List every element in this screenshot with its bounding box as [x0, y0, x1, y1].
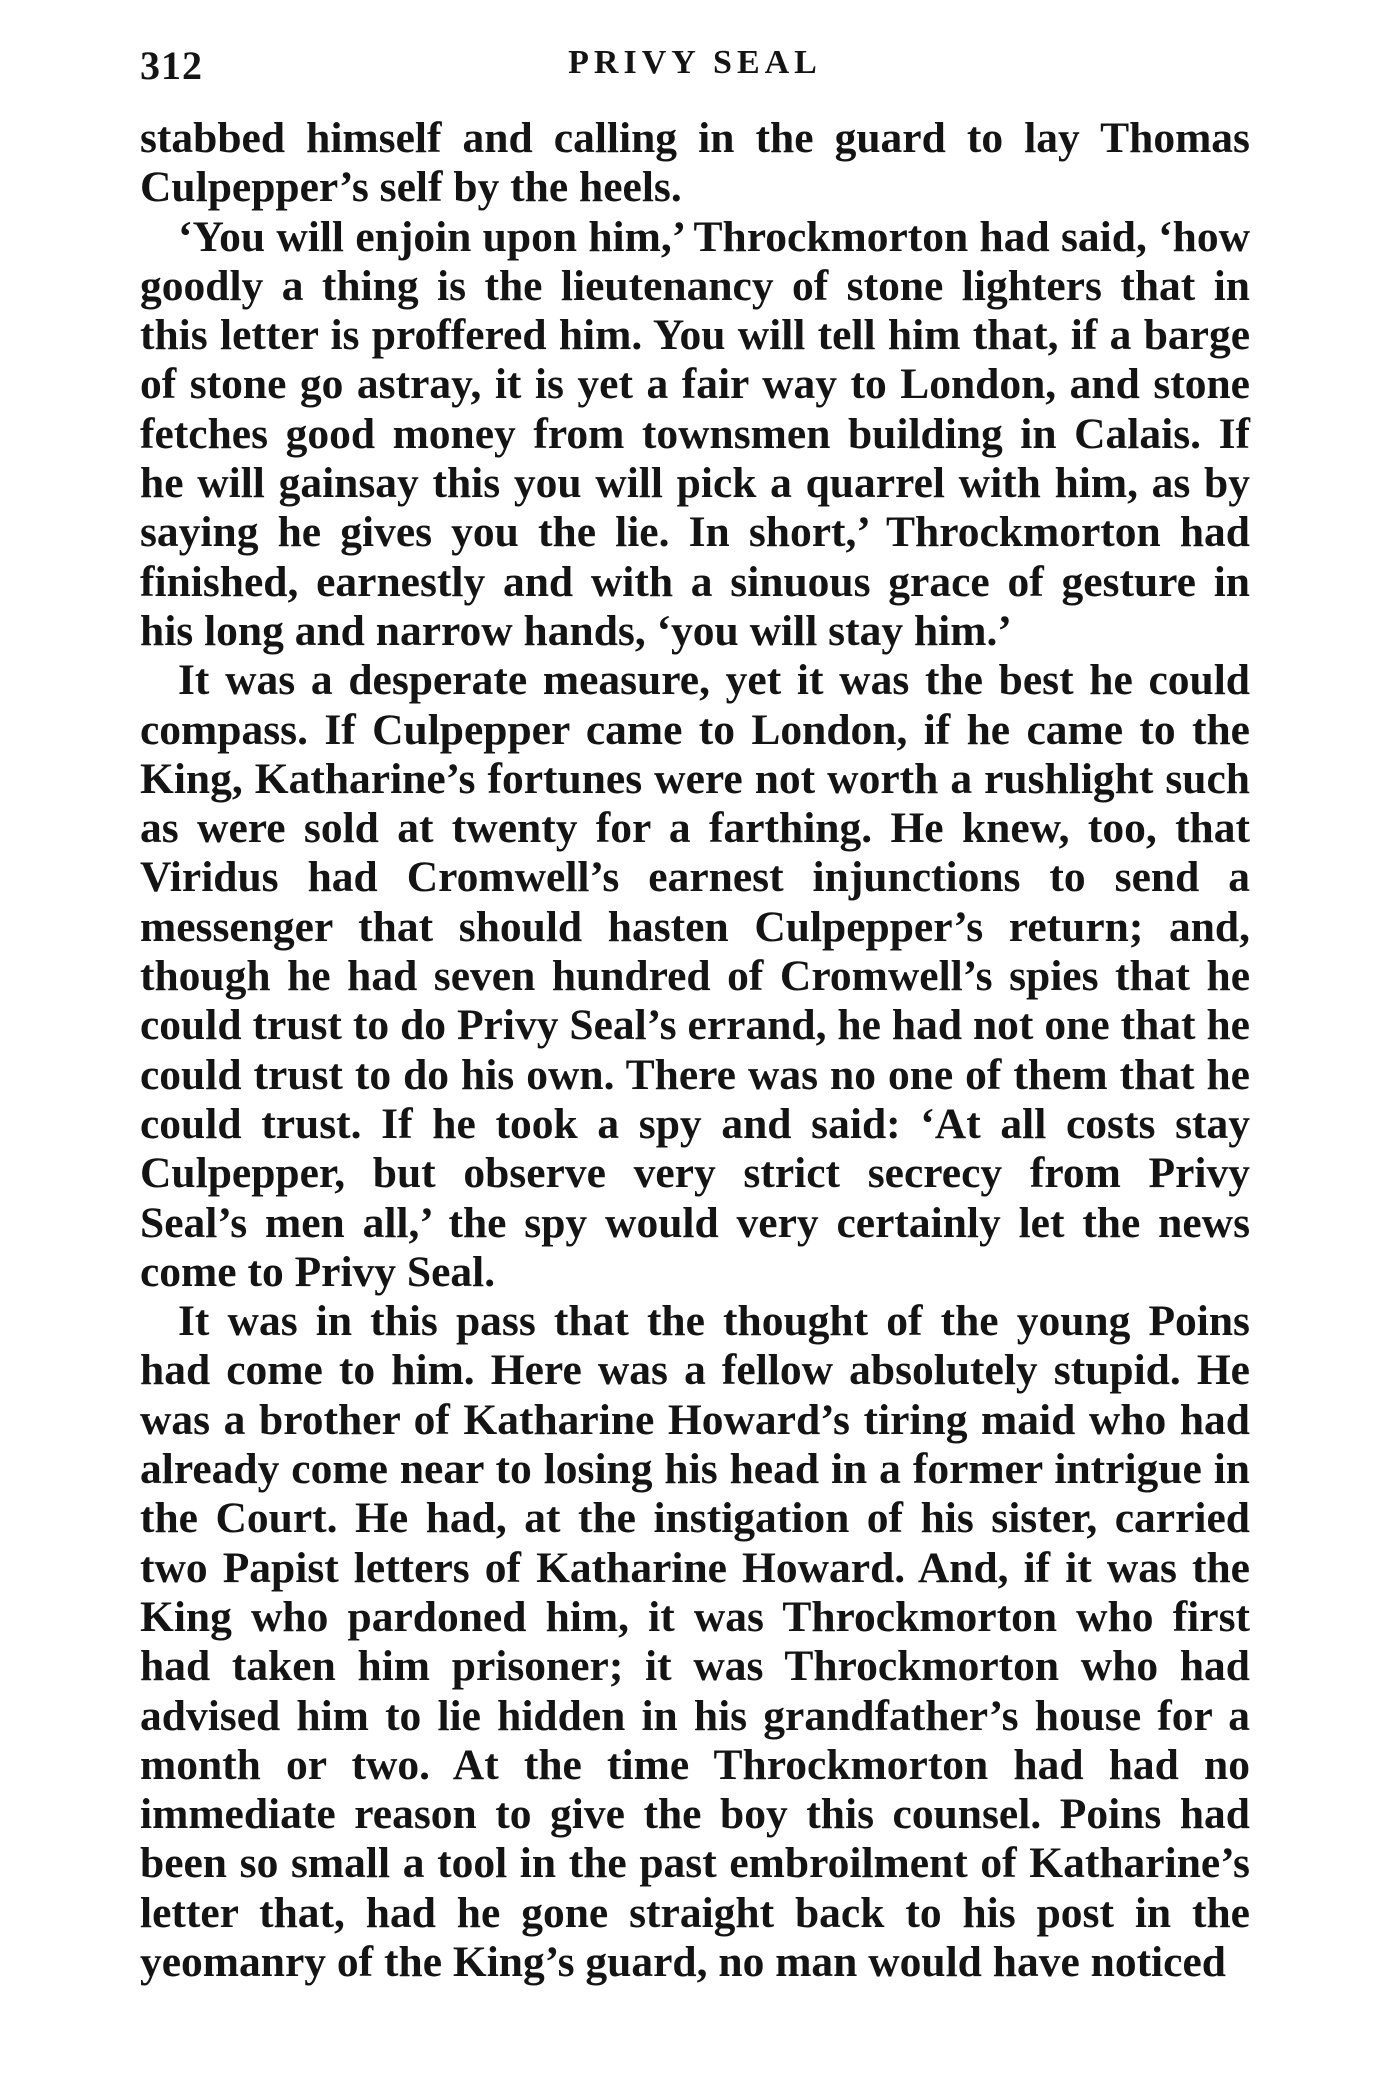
paragraph: It was a desperate measure, yet it was the best he could compass. If Culpepper came to London, if he came to the King, Katharine’s fortunes were not worth a rushlight such as were sold at twenty for a farthing. He knew, too, that Viridus had Cromwell’s earnest injunctions to send a messenger that should hasten Culpepper’s return; and, though he had seven hundred of Cromwell’s spies that he could trust to do Privy Seal’s errand, he had not one that he could trust to do his own. There was no one of them that he could trust. If he took a spy and said: ‘At all costs stay Culpepper, but observe very strict secrecy from Privy Seal’s men all,’ the spy would very certainly let the news come to Privy Seal.: [140, 656, 1250, 1296]
paragraph: It was in this pass that the thought of the young Poins had come to him. Here was a fellow absolutely stupid. He was a brother of Katharine Howard’s tiring maid who had already come near to losing his head in a former intrigue in the Court. He had, at the instigation of his sister, carried two Papist letters of Katharine Howard. And, if it was the King who pardoned him, it was Throckmorton who first had taken him prisoner; it was Throckmorton who had advised him to lie hidden in his grandfather’s house for a month or two. At the time Throckmorton had had no immediate reason to give the boy this counsel. Poins had been so small a tool in the past embroilment of Katharine’s letter that, had he gone straight back to his post in the yeomanry of the King’s guard, no man would have noticed: [140, 1297, 1250, 1986]
running-head: PRIVY SEAL: [568, 44, 822, 81]
paragraph: ‘You will enjoin upon him,’ Throckmorton had said, ‘how goodly a thing is the lieutenancy of stone lighters that in this letter is proffered him. You will tell him that, if a barge of stone go astray, it is yet a fair way to London, and stone fetches good money from townsmen building in Calais. If he will gainsay this you will pick a quarrel with him, as by saying he gives you the lie. In short,’ Throckmorton had finished, earnestly and with a sinuous grace of gesture in his long and narrow hands, ‘you will stay him.’: [140, 212, 1250, 655]
body-text: [140, 114, 1250, 1987]
page-header: [140, 42, 1250, 102]
page-number: 312: [140, 43, 203, 88]
paragraph: stabbed himself and calling in the guard to lay Thomas Culpepper’s self by the heels.: [140, 114, 1250, 212]
